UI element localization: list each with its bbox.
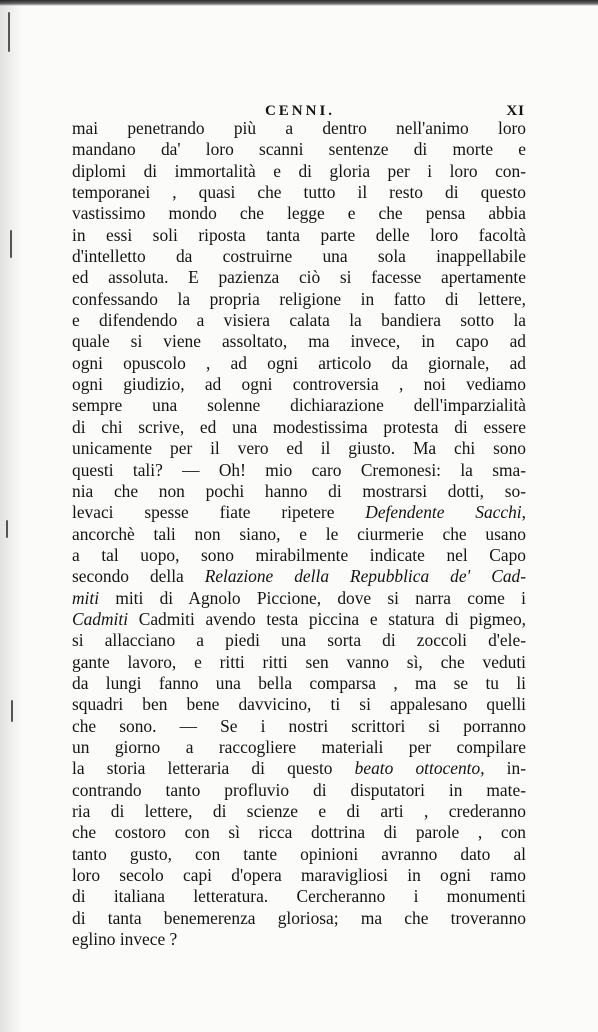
text-line-mixed: [72, 588, 526, 609]
line-text: miti di Agnolo Piccione, dove si narra come i: [99, 587, 526, 608]
page-number: XI: [506, 103, 525, 119]
text-line: di tanta benemerenza gloriosa; ma che troveranno: [72, 907, 526, 928]
text-line: e difendendo a visiera calata la bandiera sotto la: [72, 310, 526, 331]
line-text: levaci spesse fiate ripetere: [72, 502, 366, 523]
text-line-mixed: [72, 502, 526, 523]
text-line: di italiana letteratura. Cercheranno i monumenti: [72, 886, 526, 907]
text-line: ogni giudizio, ad ogni controversia , noi vediamo: [72, 374, 526, 395]
text-line: contrando tanto profluvio di disputatori in mate-: [72, 779, 526, 800]
text-line: eglino invece ?: [72, 929, 178, 950]
text-line-mixed: [72, 566, 526, 587]
text-line: a tal uopo, sono mirabilmente indicate nel Capo: [72, 544, 526, 565]
line-text: ,: [521, 502, 526, 523]
text-line: ed assoluta. E pazienza ciò si facesse apertamente: [72, 267, 526, 288]
italic-phrase: beato ottocento: [354, 758, 481, 779]
text-line: vastissimo mondo che legge e che pensa abbia: [72, 203, 526, 224]
text-line: squadri ben bene davvicino, ti si appalesano quelli: [72, 694, 526, 715]
text-line: che costoro con sì ricca dottrina di parole , con: [72, 822, 526, 843]
italic-title: miti: [72, 587, 100, 608]
text-line: nia che non pochi hanno di mostrarsi dotti, so-: [72, 480, 526, 501]
text-line: un giorno a raccogliere materiali per compilare: [72, 736, 526, 757]
text-line: tanto gusto, con tante opinioni avranno dato al: [72, 843, 526, 864]
text-line: ogni opuscolo , ad ogni articolo da giornale, ad: [72, 352, 526, 373]
text-line: da lungi fanno una bella comparsa , ma se tu li: [72, 672, 526, 693]
line-text: , in-: [480, 758, 527, 779]
text-line: gante lavoro, e ritti ritti sen vanno sì, che veduti: [72, 651, 526, 672]
text-line: d'intelletto da costruirne una sola inappellabile: [72, 246, 526, 267]
body-text: [72, 118, 526, 950]
text-line: temporanei , quasi che tutto il resto di questo: [72, 182, 526, 203]
text-line: mai penetrando più a dentro nell'animo loro: [72, 118, 526, 138]
italic-name: Defendente Sacchi: [365, 502, 522, 523]
line-text: la storia letteraria di questo: [72, 758, 355, 779]
italic-title: Relazione della Repubblica de' Cad-: [204, 566, 526, 587]
text-line: ria di lettere, di scienze e di arti , crederanno: [72, 801, 526, 821]
text-line: quale si viene assoltato, ma invece, in capo ad: [72, 331, 526, 352]
text-line: che sono. — Se i nostri scrittori si porranno: [72, 715, 526, 736]
text-line-mixed: [72, 609, 526, 630]
text-line: questi tali? — Oh! mio caro Cremonesi: la sma-: [72, 459, 526, 480]
margin-specks: [2, 0, 22, 1032]
italic-name: Cadmiti: [72, 608, 129, 629]
line-text: Cadmiti avendo testa piccina e statura di pigmeo,: [128, 608, 526, 629]
text-line: confessando la propria religione in fatto di lettere,: [72, 288, 526, 309]
text-line: si allacciano a piedi una sorta di zoccoli d'ele-: [72, 630, 526, 651]
text-line: di chi scrive, ed una modestissima protesta di essere: [72, 416, 526, 437]
text-line: unicamente per il vero ed il giusto. Ma chi sono: [72, 438, 526, 459]
text-line: loro secolo capi d'opera maravigliosi in ogni ramo: [72, 865, 526, 886]
text-line: diplomi di immortalità e di gloria per i loro con-: [72, 160, 526, 181]
text-line: ancorchè tali non siano, e le ciurmerie che usano: [72, 523, 526, 544]
text-line: in essi soli riposta tanta parte delle loro facoltà: [72, 224, 526, 245]
text-line: sempre una solenne dichiarazione dell'imparzialità: [72, 395, 526, 416]
text-line: mandano da' loro scanni sentenze di morte e: [72, 139, 526, 160]
running-title: CENNI.: [264, 103, 336, 119]
page-top-edge: [0, 0, 598, 6]
text-line-mixed: [72, 758, 526, 779]
line-text: secondo della: [72, 566, 205, 587]
